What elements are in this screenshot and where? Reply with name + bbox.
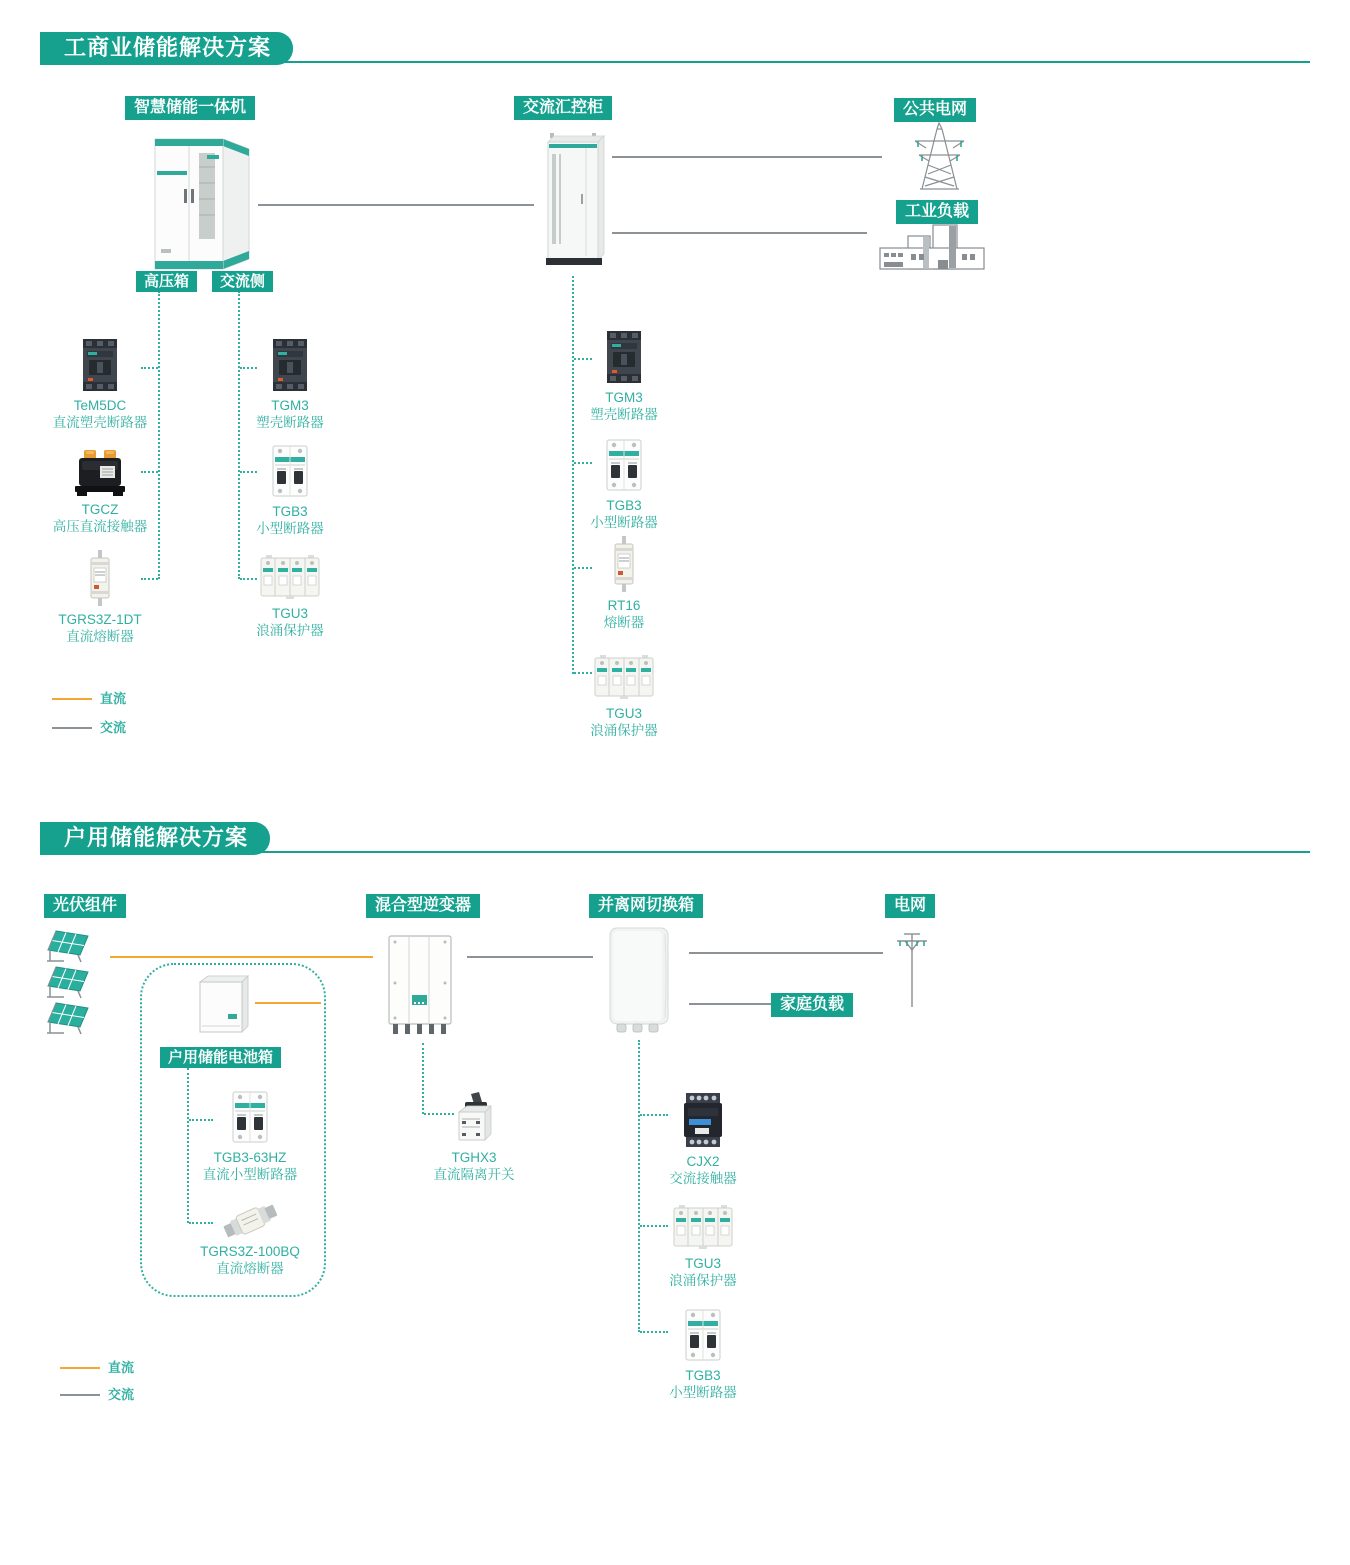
product-model: CJX2: [686, 1154, 720, 1169]
ac-line-inverter-to-switchbox: [467, 956, 593, 958]
product-model: TGU3: [605, 706, 642, 721]
product-model: TGM3: [605, 390, 643, 405]
product-tgu3-acside: [230, 554, 350, 640]
product-desc: 浪涌保护器: [669, 1272, 737, 1288]
legend-ac-line: [60, 1394, 100, 1396]
badge-battery-box: 户用储能电池箱: [160, 1047, 281, 1068]
dc-fuse-icon: [85, 550, 115, 606]
product-desc: 直流小型断路器: [202, 1166, 298, 1182]
dashed-line-switchbox: [638, 1040, 640, 1332]
ac-line-switchbox-to-grid: [689, 952, 883, 954]
product-desc: 直流熔断器: [216, 1260, 284, 1276]
legend-dc-line: [60, 1367, 100, 1369]
ac-line-cabinet-to-grid: [612, 156, 882, 158]
product-desc: 小型断路器: [256, 520, 324, 536]
bolt-fuse-icon: [222, 1202, 278, 1238]
fuse-icon: [609, 536, 639, 592]
ac-cabinet-icon: [534, 132, 612, 272]
mcb-icon: [270, 444, 310, 498]
product-model: TGRS3Z-100BQ: [200, 1244, 300, 1259]
product-model: TGU3: [271, 606, 308, 621]
dashed-line-hv-box: [158, 291, 160, 579]
badge-hybrid-inverter: 混合型逆变器: [366, 894, 480, 918]
transmission-tower-icon: [912, 121, 967, 191]
product-tgm3-acside: [230, 338, 350, 432]
product-desc: 塑壳断路器: [256, 414, 324, 430]
surge-protector-icon: [673, 1204, 733, 1250]
storage-cabinet-icon: [143, 127, 258, 275]
legend-ac-label: 交流: [100, 720, 127, 735]
product-model: TGB3: [685, 1368, 721, 1383]
badge-pv-modules: 光伏组件: [44, 894, 126, 918]
mcb-icon: [230, 1090, 270, 1144]
product-model: TGB3: [272, 504, 308, 519]
product-desc: 高压直流接触器: [52, 518, 148, 534]
product-tgrs3z-100bq: [190, 1202, 310, 1278]
product-desc: 直流塑壳断路器: [52, 414, 148, 430]
legend-ac-label: 交流: [108, 1387, 135, 1402]
product-tgrs3z-1dt: [40, 550, 160, 646]
utility-pole-icon: [894, 929, 930, 1009]
product-model: TGB3: [606, 498, 642, 513]
product-desc: 小型断路器: [590, 514, 658, 530]
product-desc: 浪涌保护器: [590, 722, 658, 738]
dc-line-pv-to-inverter: [110, 956, 373, 958]
product-tem5dc: [40, 338, 160, 432]
legend-dc-label: 直流: [108, 1360, 135, 1375]
product-cjx2: [643, 1092, 763, 1188]
badge-home-load: 家庭负载: [771, 993, 853, 1017]
product-desc: 塑壳断路器: [590, 406, 658, 422]
mcb-icon: [604, 438, 644, 492]
product-rt16: [564, 536, 684, 632]
mccb-icon: [76, 338, 124, 392]
product-tgb3-cabinet: [564, 438, 684, 532]
ac-line-storage-to-cabinet: [258, 204, 534, 206]
product-model: TGRS3Z-1DT: [58, 612, 142, 627]
section2-title: 户用储能解决方案: [40, 822, 270, 855]
product-model: TGB3-63HZ: [213, 1150, 287, 1165]
mccb-icon: [600, 330, 648, 384]
product-desc: 交流接触器: [669, 1170, 737, 1186]
product-tgu3-cabinet: [564, 654, 684, 740]
product-model: TGCZ: [81, 502, 119, 517]
badge-ac-cabinet: 交流汇控柜: [514, 96, 612, 120]
product-model: TGU3: [684, 1256, 721, 1271]
product-model: TGHX3: [451, 1150, 497, 1165]
product-tgcz: [40, 448, 160, 536]
badge-ac-side: 交流侧: [212, 271, 273, 292]
badge-public-grid: 公共电网: [894, 98, 976, 122]
ac-contactor-icon: [681, 1092, 725, 1148]
product-desc: 小型断路器: [669, 1384, 737, 1400]
badge-storage-machine: 智慧储能一体机: [125, 96, 255, 120]
legend-dc-label: 直流: [100, 691, 127, 706]
product-tgb3-switch: [643, 1308, 763, 1402]
ac-line-cabinet-to-load: [612, 232, 867, 234]
product-tgb3-acside: [230, 444, 350, 538]
badge-grid: 电网: [885, 894, 935, 918]
product-desc: 直流熔断器: [66, 628, 134, 644]
ac-line-switchbox-to-homeload: [689, 1003, 772, 1005]
legend-dc-line: [52, 698, 92, 700]
product-tgu3-switch: [643, 1204, 763, 1290]
switch-box-icon: [605, 926, 675, 1036]
mcb-icon: [683, 1308, 723, 1362]
dc-isolator-icon: [451, 1092, 497, 1144]
product-tghx3: [414, 1092, 534, 1184]
badge-hv-box: 高压箱: [136, 271, 197, 292]
product-tgb3-63hz: [190, 1090, 310, 1184]
section1-title: 工商业储能解决方案: [40, 32, 293, 65]
factory-icon: [878, 222, 988, 272]
product-model: TeM5DC: [73, 398, 127, 413]
mccb-icon: [266, 338, 314, 392]
hybrid-inverter-icon: [384, 933, 456, 1037]
product-tgm3-cabinet: [564, 330, 684, 424]
surge-protector-icon: [594, 654, 654, 700]
product-desc: 浪涌保护器: [256, 622, 324, 638]
product-desc: 直流隔离开关: [433, 1166, 515, 1182]
dc-contactor-icon: [73, 448, 127, 496]
dashed-line-battery: [187, 1068, 189, 1223]
badge-industrial-load: 工业负载: [896, 200, 978, 224]
product-desc: 熔断器: [603, 614, 645, 630]
product-model: TGM3: [271, 398, 309, 413]
solar-panels-icon: [42, 929, 102, 1035]
surge-protector-icon: [260, 554, 320, 600]
product-model: RT16: [607, 598, 641, 613]
legend-ac-line: [52, 727, 92, 729]
badge-switch-box: 并离网切换箱: [589, 894, 703, 918]
